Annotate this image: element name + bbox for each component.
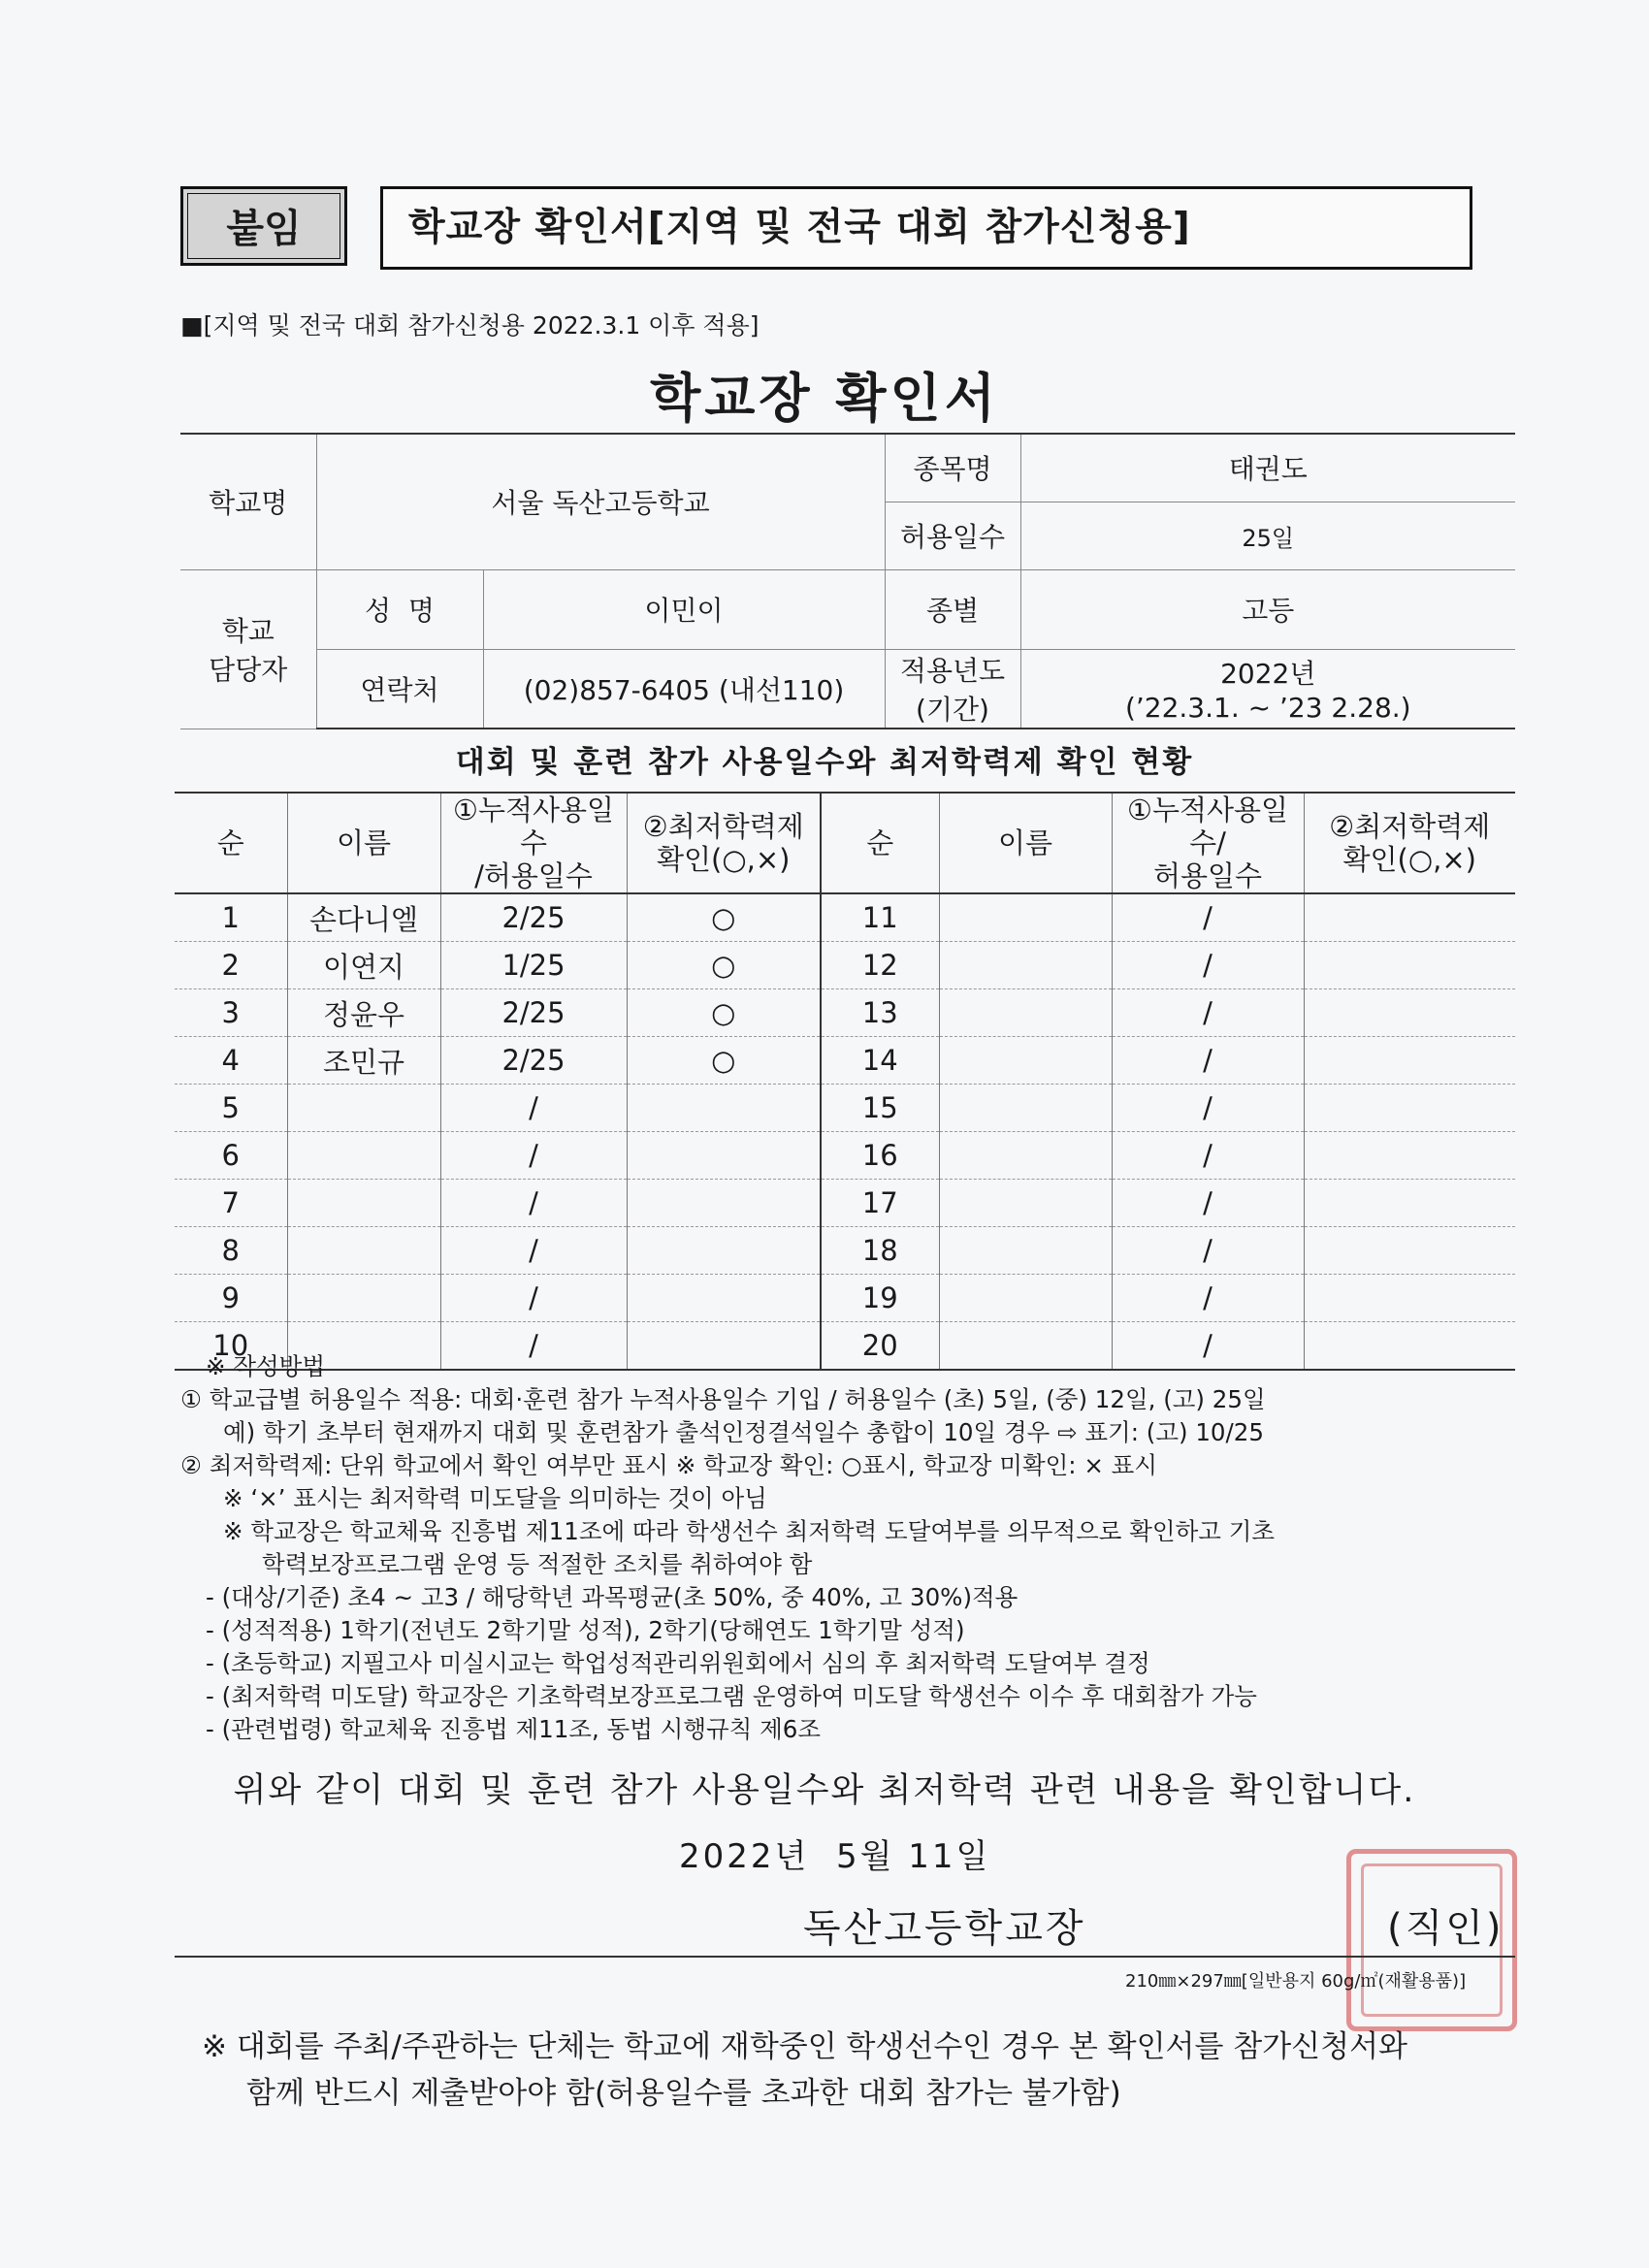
cell-name2 bbox=[939, 989, 1112, 1037]
note-line: - (성적적용) 1학기(전년도 2학기말 성적), 2학기(당해연도 1학기말 성적) bbox=[206, 1616, 965, 1644]
col-name: 이름 bbox=[287, 793, 440, 893]
table-row bbox=[175, 1227, 1515, 1275]
col-days-right-line2: 허용일수 bbox=[1152, 859, 1263, 892]
year-value-line2: (’22.3.1. ~ ’23 2.28.) bbox=[1124, 692, 1411, 725]
document-title: 학교장 확인서 bbox=[650, 368, 999, 429]
cell-no2: 13 bbox=[821, 989, 939, 1037]
cell-days2: / bbox=[1112, 942, 1304, 989]
cell-days: 2/25 bbox=[440, 893, 627, 942]
col-days-line1: ①누적사용일수 bbox=[452, 794, 615, 859]
year-value-line1: 2022년 bbox=[1220, 658, 1316, 691]
cell-days2: / bbox=[1112, 1132, 1304, 1180]
cell-days: 2/25 bbox=[440, 1037, 627, 1085]
year-label bbox=[885, 649, 1020, 729]
cell-name bbox=[287, 1180, 440, 1227]
cell-name2 bbox=[939, 1275, 1112, 1322]
school-name-label: 학교명 bbox=[180, 434, 316, 569]
cell-name2 bbox=[939, 1180, 1112, 1227]
cell-name: 이연지 bbox=[287, 942, 440, 989]
cell-min2 bbox=[1304, 1180, 1515, 1227]
confirmation-statement: 위와 같이 대회 및 훈련 참가 사용일수와 최저학력 관련 내용을 확인합니다. bbox=[233, 1771, 1416, 1810]
table-row bbox=[175, 1132, 1515, 1180]
cell-days: / bbox=[440, 1275, 627, 1322]
header-title: 학교장 확인서[지역 및 전국 대회 참가신청용] bbox=[408, 206, 1191, 249]
col-min bbox=[627, 793, 821, 893]
applies-note: ■[지역 및 전국 대회 참가신청용 2022.3.1 이후 적용] bbox=[180, 311, 760, 340]
cell-name: 손다니엘 bbox=[287, 893, 440, 942]
note-line: 예) 학기 초부터 현재까지 대회 및 훈련참가 출석인정결석일수 총합이 10일 경우 ⇨ 표기: (고) 10/25 bbox=[223, 1418, 1264, 1446]
sport-value: 태권도 bbox=[1020, 434, 1515, 502]
category-value: 고등 bbox=[1020, 569, 1515, 649]
cell-name2 bbox=[939, 1037, 1112, 1085]
cell-no2: 16 bbox=[821, 1132, 939, 1180]
note-line: - (대상/기준) 초4 ~ 고3 / 해당학년 과목평균(초 50%, 중 40%, 고 30%)적용 bbox=[206, 1583, 1018, 1611]
cell-days: 1/25 bbox=[440, 942, 627, 989]
cell-min: ○ bbox=[627, 989, 821, 1037]
seal-label: (직인) bbox=[1387, 1906, 1504, 1951]
allowed-days-label: 허용일수 bbox=[885, 502, 1020, 569]
col-min-right bbox=[1304, 793, 1515, 893]
cell-no: 4 bbox=[175, 1037, 287, 1085]
contact-label: 연락처 bbox=[316, 649, 483, 729]
cell-min: ○ bbox=[627, 1037, 821, 1085]
issue-date: 2022년 5월 11일 bbox=[679, 1837, 991, 1876]
cell-days2: / bbox=[1112, 1085, 1304, 1132]
manager-label bbox=[180, 569, 316, 729]
col-min-right-line1: ②최저학력제 bbox=[1329, 810, 1491, 843]
col-days-right bbox=[1112, 793, 1304, 893]
cell-days2: / bbox=[1112, 1180, 1304, 1227]
note-line: - (초등학교) 지필고사 미실시교는 학업성적관리위원회에서 심의 후 최저학력 도달여부 결정 bbox=[206, 1649, 1150, 1677]
cell-no2: 14 bbox=[821, 1037, 939, 1085]
contact-value: (02)857-6405 (내선110) bbox=[483, 649, 885, 729]
school-info-table bbox=[180, 433, 1515, 729]
cell-no: 2 bbox=[175, 942, 287, 989]
table-row bbox=[175, 989, 1515, 1037]
paper-spec: 210㎜×297㎜[일반용지 60g/㎡(재활용품)] bbox=[1125, 1971, 1467, 1992]
cell-min2 bbox=[1304, 893, 1515, 942]
cell-name2 bbox=[939, 942, 1112, 989]
cell-days: / bbox=[440, 1085, 627, 1132]
year-label-line2: (기간) bbox=[916, 693, 989, 726]
cell-days2: / bbox=[1112, 1275, 1304, 1322]
cell-name2 bbox=[939, 1085, 1112, 1132]
table-row bbox=[175, 893, 1515, 942]
cell-min bbox=[627, 1132, 821, 1180]
col-min-right-line2: 확인(○,×) bbox=[1342, 843, 1476, 876]
col-min-line1: ②최저학력제 bbox=[642, 810, 804, 843]
cell-name bbox=[287, 1085, 440, 1132]
col-days-line2: /허용일수 bbox=[474, 859, 593, 892]
note-heading: ※ 작성방법 bbox=[206, 1352, 325, 1380]
cell-min2 bbox=[1304, 1227, 1515, 1275]
cell-name bbox=[287, 1132, 440, 1180]
col-no: 순 bbox=[175, 793, 287, 893]
note-line: ① 학교급별 허용일수 적용: 대회·훈련 참가 누적사용일수 기입 / 허용일수 (초) 5일, (중) 12일, (고) 25일 bbox=[180, 1385, 1266, 1413]
note-line: - (최저학력 미도달) 학교장은 기초학력보장프로그램 운영하여 미도달 학생선수 이수 후 대회참가 가능 bbox=[206, 1682, 1257, 1710]
cell-days: / bbox=[440, 1322, 627, 1371]
cell-min2 bbox=[1304, 989, 1515, 1037]
cell-no2: 20 bbox=[821, 1322, 939, 1371]
table-row bbox=[175, 1037, 1515, 1085]
cell-min: ○ bbox=[627, 942, 821, 989]
cell-name2 bbox=[939, 893, 1112, 942]
cell-no: 6 bbox=[175, 1132, 287, 1180]
cell-min bbox=[627, 1180, 821, 1227]
instructions bbox=[180, 1350, 1538, 1746]
cell-days: / bbox=[440, 1132, 627, 1180]
status-caption: 대회 및 훈련 참가 사용일수와 최저학력제 확인 현황 bbox=[455, 745, 1194, 780]
col-no-right: 순 bbox=[821, 793, 939, 893]
header-title-box bbox=[380, 186, 1472, 270]
cell-min: ○ bbox=[627, 893, 821, 942]
manager-name-label: 성 명 bbox=[316, 569, 483, 649]
school-name-value: 서울 독산고등학교 bbox=[316, 434, 885, 569]
cell-no: 5 bbox=[175, 1085, 287, 1132]
col-days bbox=[440, 793, 627, 893]
attachment-badge-label: 붙임 bbox=[226, 207, 302, 251]
sport-label: 종목명 bbox=[885, 434, 1020, 502]
cell-no2: 17 bbox=[821, 1180, 939, 1227]
cell-min2 bbox=[1304, 1132, 1515, 1180]
cell-min2 bbox=[1304, 942, 1515, 989]
cell-name: 정윤우 bbox=[287, 989, 440, 1037]
divider-line bbox=[175, 1956, 1515, 1958]
footer-line: ※ 대회를 주최/주관하는 단체는 학교에 재학중인 학생선수인 경우 본 확인서를 참가신청서와 bbox=[202, 2029, 1407, 2064]
cell-days2: / bbox=[1112, 893, 1304, 942]
footer-note bbox=[202, 2024, 1407, 2117]
note-line: ※ ‘×’ 표시는 최저학력 미도달을 의미하는 것이 아님 bbox=[223, 1484, 767, 1512]
cell-no2: 18 bbox=[821, 1227, 939, 1275]
year-value bbox=[1020, 649, 1515, 729]
cell-min bbox=[627, 1085, 821, 1132]
cell-name2 bbox=[939, 1132, 1112, 1180]
cell-no: 1 bbox=[175, 893, 287, 942]
cell-no2: 12 bbox=[821, 942, 939, 989]
attachment-badge bbox=[180, 186, 347, 266]
footer-line: 함께 반드시 제출받아야 함(허용일수를 초과한 대회 참가는 불가함) bbox=[246, 2076, 1121, 2111]
cell-days: / bbox=[440, 1180, 627, 1227]
col-name-right: 이름 bbox=[939, 793, 1112, 893]
cell-days2: / bbox=[1112, 1322, 1304, 1371]
cell-no2: 19 bbox=[821, 1275, 939, 1322]
cell-min2 bbox=[1304, 1037, 1515, 1085]
cell-name2 bbox=[939, 1227, 1112, 1275]
cell-days2: / bbox=[1112, 989, 1304, 1037]
cell-days2: / bbox=[1112, 1227, 1304, 1275]
cell-name bbox=[287, 1227, 440, 1275]
year-label-line1: 적용년도 bbox=[899, 654, 1006, 687]
col-days-right-line1: ①누적사용일수/ bbox=[1126, 794, 1289, 859]
manager-name-value: 이민이 bbox=[483, 569, 885, 649]
cell-min2 bbox=[1304, 1085, 1515, 1132]
principal-name: 독산고등학교장 bbox=[803, 1906, 1086, 1951]
table-row bbox=[175, 1180, 1515, 1227]
table-row bbox=[175, 1085, 1515, 1132]
cell-min2 bbox=[1304, 1275, 1515, 1322]
allowed-days-value: 25일 bbox=[1020, 502, 1515, 569]
cell-days2: / bbox=[1112, 1037, 1304, 1085]
cell-no: 8 bbox=[175, 1227, 287, 1275]
status-table-body bbox=[175, 893, 1515, 1370]
cell-min bbox=[627, 1275, 821, 1322]
cell-no2: 11 bbox=[821, 893, 939, 942]
cell-name: 조민규 bbox=[287, 1037, 440, 1085]
cell-name bbox=[287, 1275, 440, 1322]
cell-no: 3 bbox=[175, 989, 287, 1037]
note-line: 학력보장프로그램 운영 등 적절한 조치를 취하여야 함 bbox=[262, 1550, 813, 1578]
note-line: - (관련법령) 학교체육 진흥법 제11조, 동법 시행규칙 제6조 bbox=[206, 1715, 822, 1743]
table-row bbox=[175, 942, 1515, 989]
cell-no: 7 bbox=[175, 1180, 287, 1227]
manager-label-line1: 학교 bbox=[221, 615, 275, 647]
category-label: 종별 bbox=[885, 569, 1020, 649]
cell-days: 2/25 bbox=[440, 989, 627, 1037]
cell-no: 9 bbox=[175, 1275, 287, 1322]
cell-min bbox=[627, 1227, 821, 1275]
manager-label-line2: 담당자 bbox=[209, 654, 288, 686]
status-table bbox=[175, 792, 1515, 1371]
note-line: ※ 학교장은 학교체육 진흥법 제11조에 따라 학생선수 최저학력 도달여부를 의무적으로 확인하고 기초 bbox=[223, 1517, 1276, 1545]
note-line: ② 최저학력제: 단위 학교에서 확인 여부만 표시 ※ 학교장 확인: ○표시, 학교장 미확인: × 표시 bbox=[180, 1451, 1157, 1479]
cell-no: 10 bbox=[175, 1322, 287, 1371]
cell-days: / bbox=[440, 1227, 627, 1275]
cell-no2: 15 bbox=[821, 1085, 939, 1132]
col-min-line2: 확인(○,×) bbox=[657, 843, 791, 876]
table-row bbox=[175, 1275, 1515, 1322]
